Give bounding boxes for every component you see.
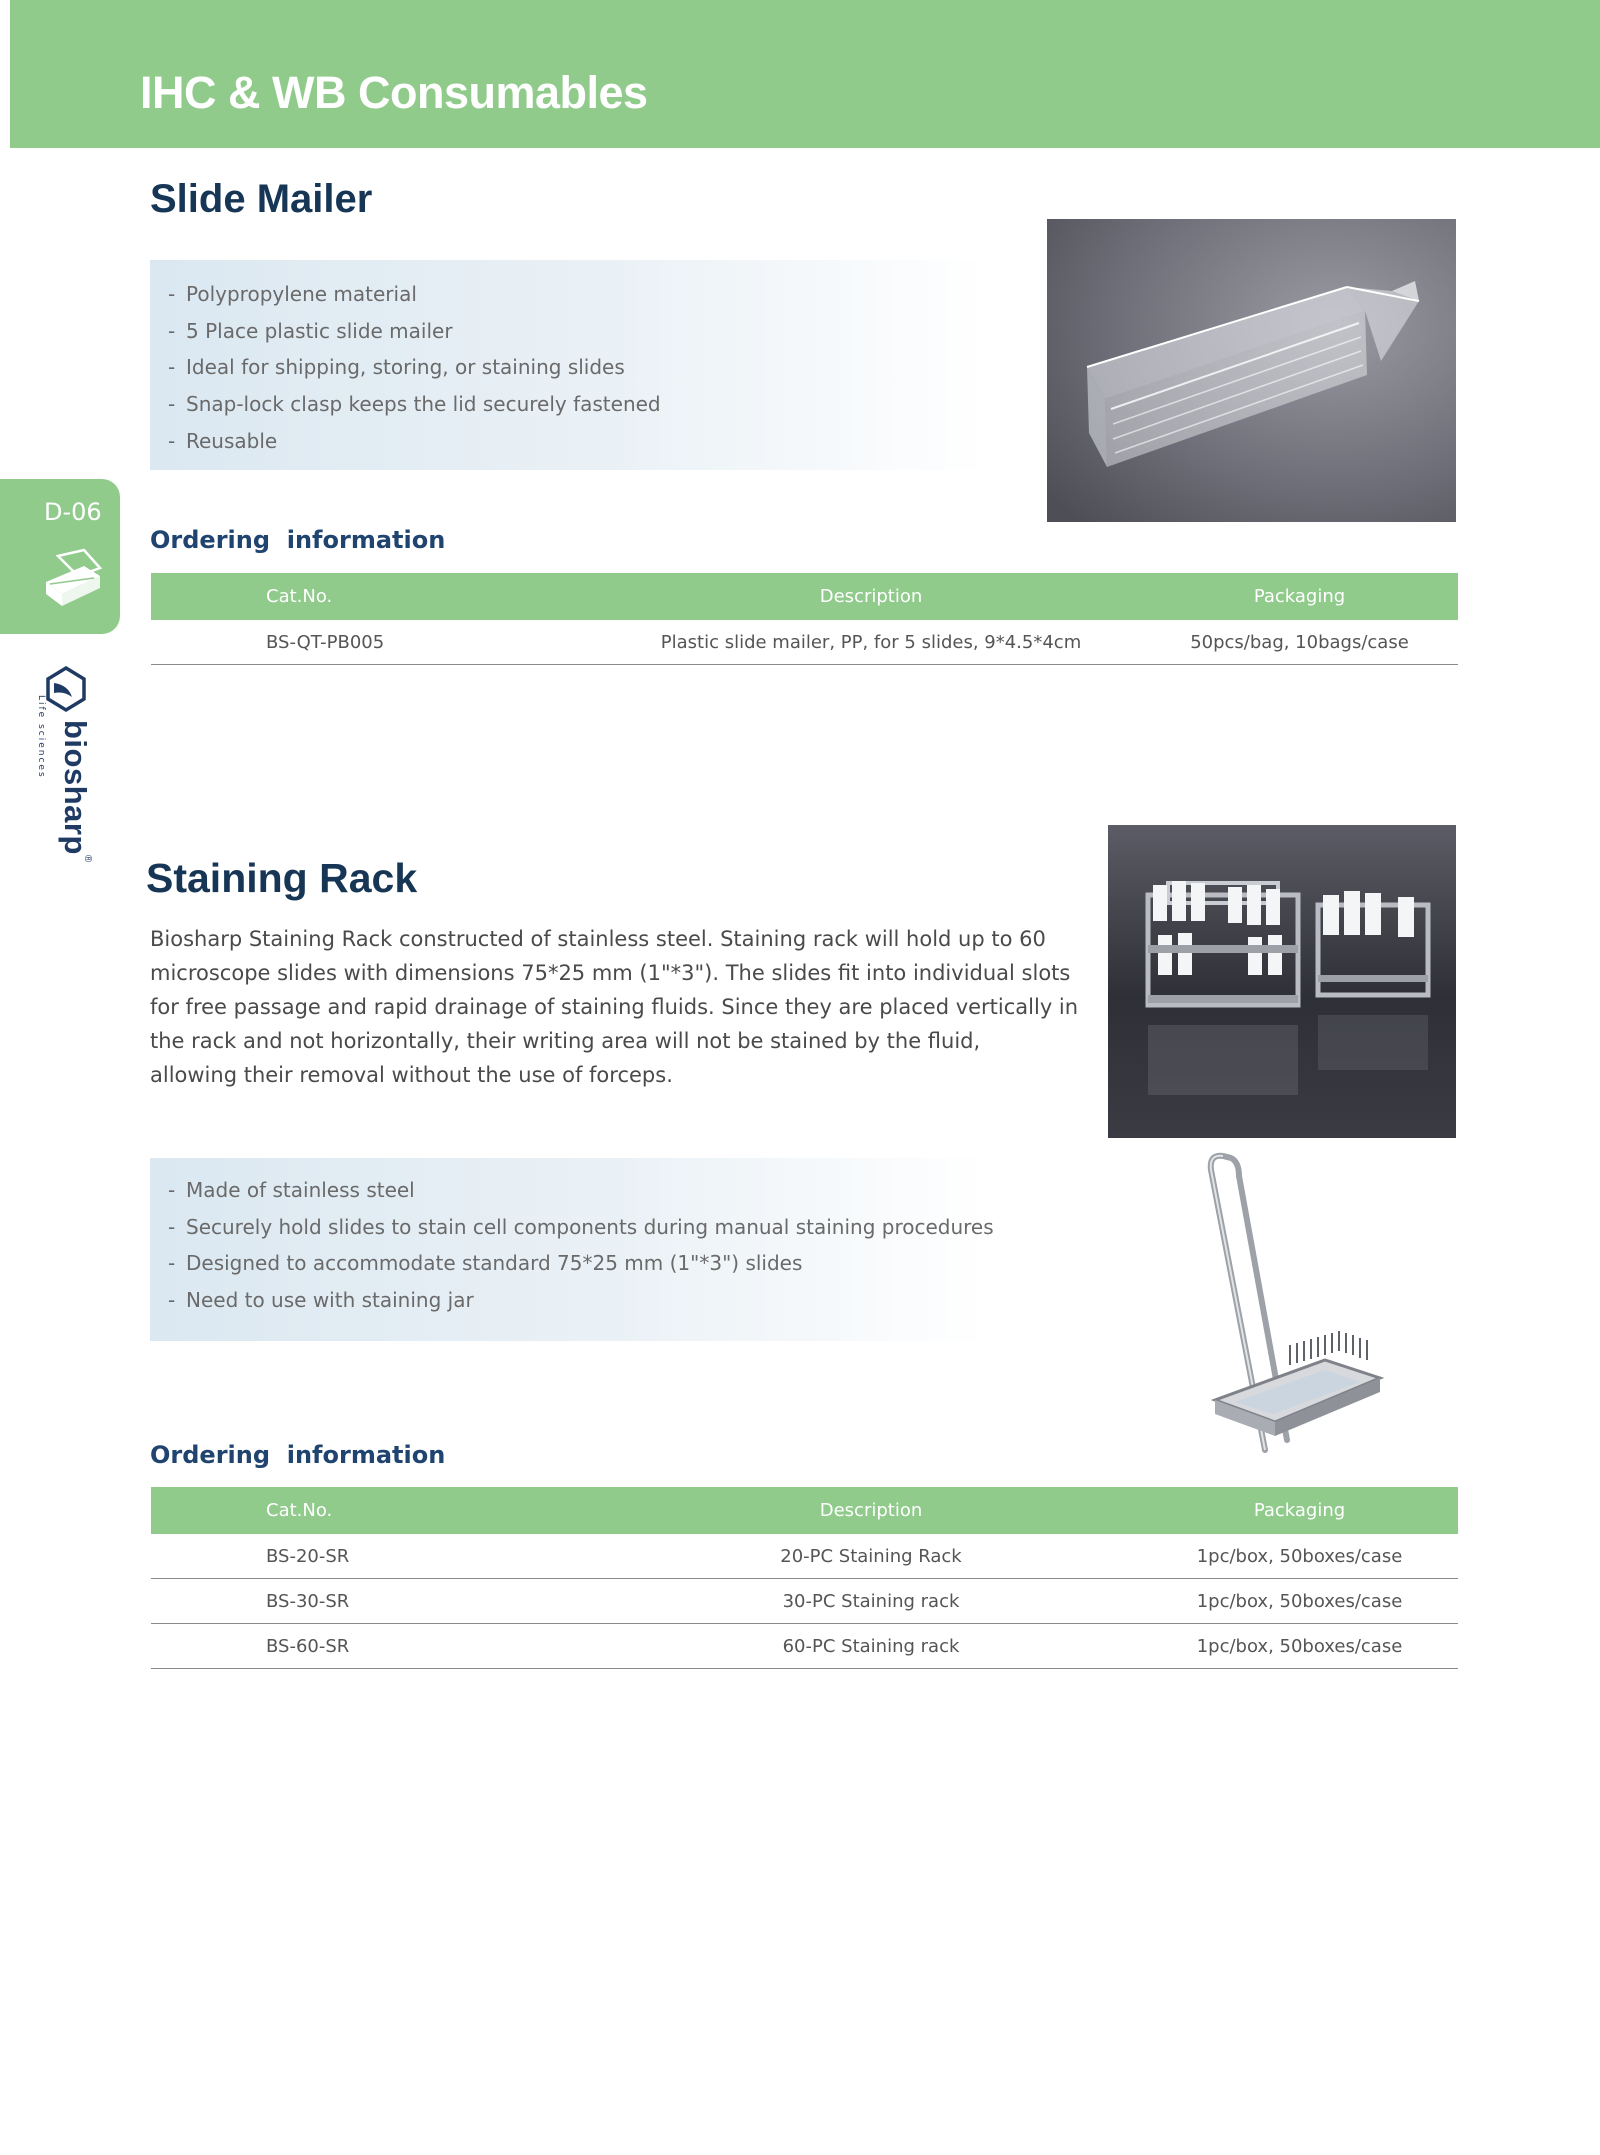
description-cell: 60-PC Staining rack — [601, 1624, 1141, 1669]
brand-logo — [36, 665, 93, 863]
column-header: Cat.No. — [151, 573, 601, 620]
slide-mailer-title: Slide Mailer — [150, 177, 373, 221]
staining-rack-description — [150, 922, 1079, 1092]
table-header-row — [151, 1487, 1458, 1534]
description-line: for free passage and rapid drainage of staining fluids. Since they are placed vertically in — [150, 995, 1079, 1019]
feature-item: - Ideal for shipping, storing, or staining slides — [168, 355, 625, 380]
description-line: microscope slides with dimensions 75*25 mm (1"*3"). The slides fit into individual slots — [150, 961, 1071, 985]
description-line: the rack and not horizontally, their writing area will not be stained by the fluid, — [150, 1029, 981, 1053]
registered-mark: ® — [82, 854, 93, 863]
brand-tagline: Life sciences — [36, 695, 46, 779]
slide-mailer-feature-list — [168, 276, 661, 459]
staining-rack-feature-list — [168, 1172, 994, 1319]
cat-no-cell: BS-60-SR — [151, 1624, 601, 1669]
feature-item: - Designed to accommodate standard 75*25 mm (1"*3") slides — [168, 1251, 803, 1276]
column-header: Description — [601, 1487, 1141, 1534]
slide-box-icon — [40, 548, 104, 610]
description-line: allowing their removal without the use of forceps. — [150, 1063, 673, 1087]
section-tab-label: D-06 — [44, 498, 102, 526]
table-row — [151, 1624, 1458, 1669]
column-header: Packaging — [1141, 573, 1458, 620]
cat-no-cell: BS-30-SR — [151, 1579, 601, 1624]
page-title: IHC & WB Consumables — [140, 67, 648, 118]
description-cell: 30-PC Staining rack — [601, 1579, 1141, 1624]
feature-item: - Reusable — [168, 428, 278, 453]
description-cell: Plastic slide mailer, PP, for 5 slides, 9*4.5*4cm — [601, 620, 1141, 665]
feature-item: - Polypropylene material — [168, 282, 417, 306]
staining-rack-photo — [1108, 825, 1456, 1138]
table-row — [151, 1579, 1458, 1624]
slide-mailer-ordering-table — [151, 573, 1458, 665]
feature-item: - Snap-lock clasp keeps the lid securely fastened — [168, 392, 661, 417]
slide-mailer-ordering-title: Ordering information — [150, 526, 446, 554]
packaging-cell: 1pc/box, 50boxes/case — [1141, 1579, 1458, 1624]
slide-mailer-photo — [1047, 219, 1456, 522]
cat-no-cell: BS-QT-PB005 — [151, 620, 601, 665]
packaging-cell: 1pc/box, 50boxes/case — [1141, 1534, 1458, 1579]
staining-rack-ordering-table — [151, 1487, 1458, 1669]
staining-rack-features-box — [150, 1158, 994, 1341]
cat-no-cell: BS-20-SR — [151, 1534, 601, 1579]
staining-rack-title: Staining Rack — [146, 855, 418, 901]
slide-mailer-features-box — [150, 260, 990, 470]
brand-name: biosharp — [58, 720, 93, 855]
feature-item: - Made of stainless steel — [168, 1178, 415, 1202]
description-cell: 20-PC Staining Rack — [601, 1534, 1141, 1579]
staining-rack-ordering-title: Ordering information — [150, 1441, 446, 1469]
description-line: Biosharp Staining Rack constructed of stainless steel. Staining rack will hold up to 60 — [150, 927, 1046, 951]
staining-rack-handle-photo — [1195, 1150, 1385, 1470]
feature-item: - Need to use with staining jar — [168, 1288, 474, 1313]
feature-item: - Securely hold slides to stain cell components during manual staining procedures — [168, 1214, 994, 1239]
table-header-row — [151, 573, 1458, 620]
table-row — [151, 620, 1458, 665]
column-header: Cat.No. — [151, 1487, 601, 1534]
column-header: Packaging — [1141, 1487, 1458, 1534]
table-row — [151, 1534, 1458, 1579]
packaging-cell: 50pcs/bag, 10bags/case — [1141, 620, 1458, 665]
packaging-cell: 1pc/box, 50boxes/case — [1141, 1624, 1458, 1669]
column-header: Description — [601, 573, 1141, 620]
feature-item: - 5 Place plastic slide mailer — [168, 318, 453, 343]
